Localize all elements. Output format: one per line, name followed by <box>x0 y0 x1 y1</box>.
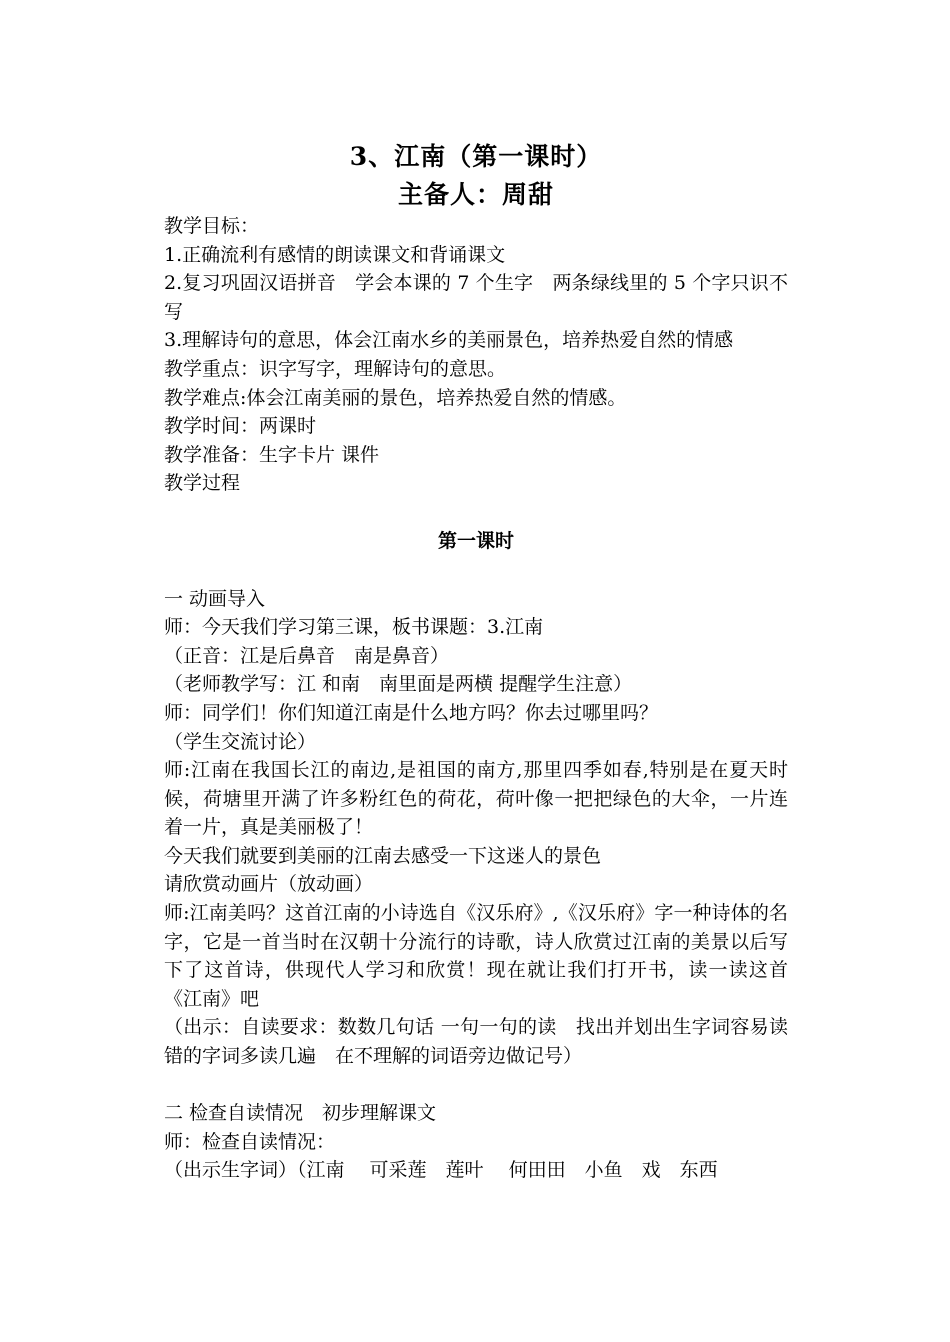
part-1-line-6: 今天我们就要到美丽的江南去感受一下这迷人的景色 <box>164 844 602 867</box>
objective-item-2: 2.复习巩固汉语拼音 学会本课的 7 个生字 两条绿线里的 5 个字只识不写 <box>164 272 788 323</box>
part-1-heading: 一 动画导入 <box>164 587 266 610</box>
objectives-label: 教学目标： <box>164 215 260 237</box>
blank-line <box>164 1071 788 1100</box>
teaching-process-label: 教学过程 <box>164 472 241 495</box>
lesson-title: 3、江南（第一课时） <box>349 142 603 171</box>
teaching-time: 教学时间：两课时 <box>164 415 317 438</box>
part-1-line-1: 师：今天我们学习第三课，板书课题：3.江南 <box>164 616 544 639</box>
document-page <box>164 140 788 1185</box>
difficulties: 教学难点:体会江南美丽的景色，培养热爱自然的情感。 <box>164 386 627 409</box>
part-1-line-3: （老师教学写：江 和南 南里面是两横 提醒学生注意） <box>164 673 633 696</box>
preparer-line: 主备人：周甜 <box>397 180 554 209</box>
objective-item-1: 1.正确流利有感情的朗读课文和背诵课文 <box>164 243 506 266</box>
part-1-line-4: 师：同学们！你们知道江南是什么地方吗？你去过哪里吗？ <box>164 701 659 724</box>
objective-item-3: 3.理解诗句的意思，体会江南水乡的美丽景色，培养热爱自然的情感 <box>164 329 734 352</box>
part-1-paragraph-1: 师:江南在我国长江的南边,是祖国的南方,那里四季如春,特别是在夏天时候，荷塘里开满了许多粉红色的荷花，荷叶像一把把绿色的大伞，一片连着一片，真是美丽极了！ <box>164 759 788 839</box>
part-2-heading: 二 检查自读情况 初步理解课文 <box>164 1102 437 1125</box>
teaching-preparation: 教学准备：生字卡片 课件 <box>164 443 380 466</box>
part-1-line-2: （正音：江是后鼻音 南是鼻音） <box>164 644 450 667</box>
part-1-line-7: 请欣赏动画片（放动画） <box>164 873 374 896</box>
part-2-line-2: （出示生字词）（江南 可采莲 莲叶 何田田 小鱼 戏 东西 <box>164 1159 718 1182</box>
part-2-line-1: 师：检查自读情况： <box>164 1130 336 1153</box>
first-lesson-heading: 第一课时 <box>437 529 514 552</box>
part-1-paragraph-2: 师:江南美吗？这首江南的小诗选自《汉乐府》,《汉乐府》字一种诗体的名字，它是一首当时在汉朝十分流行的诗歌，诗人欣赏过江南的美景以后写下了这首诗，供现代人学习和欣赏！现在就让我们打开书，读一读这首《江南》吧 <box>164 902 788 1010</box>
part-1-line-5: （学生交流讨论） <box>164 730 317 753</box>
key-points: 教学重点：识字写字，理解诗句的意思。 <box>164 357 507 380</box>
part-1-paragraph-3: （出示：自读要求：数数几句话 一句一句的读 找出并划出生字词容易读错的字词多读几遍 在不理解的词语旁边做记号） <box>164 1016 788 1068</box>
